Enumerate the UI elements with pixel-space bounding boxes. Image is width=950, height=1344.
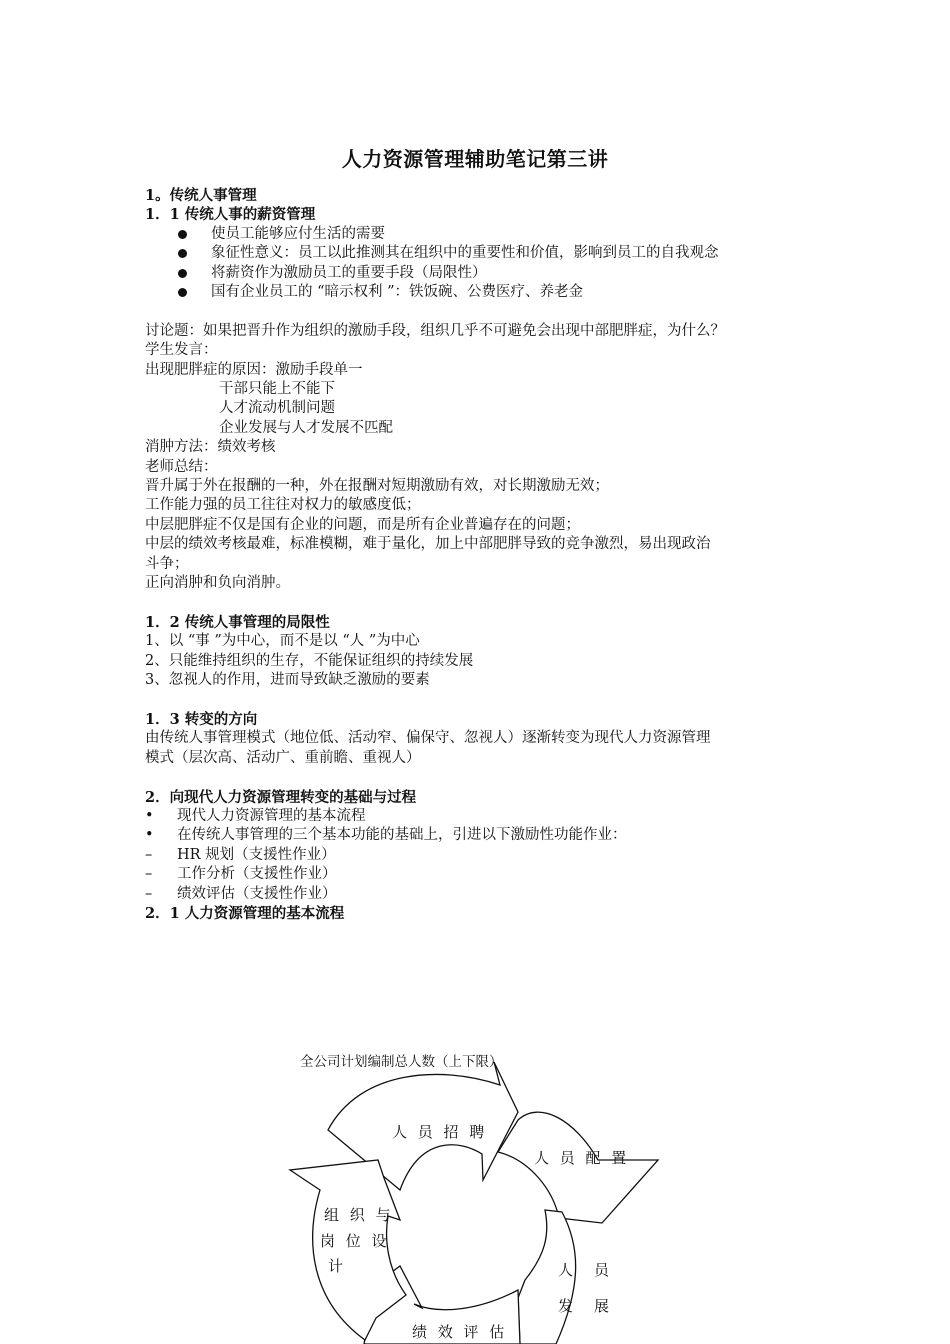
limit-item: 1、以 “事 ”为中心，而不是以 “人 ”为中心	[145, 633, 420, 650]
list-item: 使员工能够应付生活的需要	[145, 225, 825, 244]
list-item: 象征性意义：员工以此推测其在组织中的重要性和价值，影响到员工的自我观念	[145, 244, 825, 263]
diagram-top-label: 全公司计划编制总人数（上下限）	[300, 1054, 503, 1070]
summary-line: 正向消肿和负向消肿。	[145, 575, 290, 592]
segment-label-org-design: 岗 位 设	[320, 1232, 390, 1250]
hr-process-cycle-diagram	[280, 1040, 680, 1344]
limit-item: 2、只能维持组织的生存，不能保证组织的持续发展	[145, 652, 474, 669]
summary-line: 斗争；	[145, 555, 189, 572]
list-item: 国有企业员工的 “暗示权利 ”：铁饭碗、公费医疗、养老金	[145, 283, 825, 302]
list-item: • 在传统人事管理的三个基本功能的基础上，引进以下激励性功能作业：	[145, 826, 825, 845]
list-item: 将薪资作为激励员工的重要手段（局限性）	[145, 264, 825, 283]
document-title: 人力资源管理辅助笔记第三讲	[341, 147, 609, 171]
section-heading-2: 2．向现代人力资源管理转变的基础与过程	[145, 788, 417, 806]
bullet-dot-icon	[178, 288, 187, 297]
cause-item: 企业发展与人才发展不匹配	[219, 419, 393, 436]
cause-item: 干部只能上不能下	[219, 381, 335, 398]
segment-label-development: 发 展	[558, 1297, 613, 1315]
segment-label-recruitment: 人 员 招 聘	[392, 1123, 488, 1141]
direction-line: 由传统人事管理模式（地位低、活动窄、偏保守、忽视人）逐渐转变为现代人力资源管理	[145, 730, 711, 747]
direction-line: 模式（层次高、活动广、重前瞻、重视人）	[145, 749, 421, 766]
subsection-heading-1-2: 1．2 传统人事管理的局限性	[145, 613, 330, 631]
teacher-label: 老师总结：	[145, 458, 218, 475]
segment-label-org-design: 组 织 与	[324, 1206, 394, 1224]
list-item: – 绩效评估（支援性作业）	[145, 885, 825, 904]
segment-label-development: 人 员	[558, 1261, 613, 1279]
subsection-heading-2-1: 2．1 人力资源管理的基本流程	[145, 904, 345, 922]
list-item: • 现代人力资源管理的基本流程	[145, 807, 825, 826]
cause-item: 人才流动机制问题	[219, 400, 335, 417]
section-heading-1: 1。传统人事管理	[145, 187, 257, 204]
cause-line: 出现肥胖症的原因：激励手段单一	[145, 361, 363, 378]
bullet-dot-icon	[178, 249, 187, 258]
dash-icon: –	[145, 866, 153, 883]
segment-label-org-design: 计	[328, 1257, 347, 1275]
salary-bullet-list	[145, 225, 825, 303]
method-line: 消肿方法：绩效考核	[145, 439, 276, 456]
list-item: – 工作分析（支援性作业）	[145, 865, 825, 884]
discussion-question: 讨论题：如果把晋升作为组织的激励手段，组织几乎不可避免会出现中部肥胖症，为什么？	[145, 322, 725, 339]
document-body	[145, 186, 825, 923]
summary-line: 工作能力强的员工往往对权力的敏感度低；	[145, 497, 421, 514]
subsection-heading-1-1: 1．1 传统人事的薪资管理	[145, 206, 316, 224]
segment-label-evaluation: 绩 效 评 估	[412, 1323, 508, 1341]
bullet-dot-icon	[178, 269, 187, 278]
summary-line: 中层的绩效考核最难，标准模糊，难于量化，加上中部肥胖导致的竞争激烈，易出现政治	[145, 536, 711, 553]
bullet-icon: •	[145, 827, 154, 844]
bullet-dot-icon	[178, 230, 187, 239]
bullet-icon: •	[145, 807, 154, 824]
dash-icon: –	[145, 846, 153, 863]
subsection-heading-1-3: 1．3 转变的方向	[145, 710, 258, 728]
student-label: 学生发言：	[145, 342, 218, 359]
summary-line: 晋升属于外在报酬的一种，外在报酬对短期激励有效，对长期激励无效；	[145, 478, 609, 495]
dash-icon: –	[145, 885, 153, 902]
segment-label-allocation: 人 员 配 置	[534, 1149, 630, 1167]
list-item: – HR 规划（支援性作业）	[145, 846, 825, 865]
allocation-arrow-segment	[498, 1112, 658, 1223]
limit-item: 3、忽视人的作用，进而导致缺乏激励的要素	[145, 672, 430, 689]
summary-line: 中层肥胖症不仅是国有企业的问题，而是所有企业普遍存在的问题；	[145, 516, 580, 533]
